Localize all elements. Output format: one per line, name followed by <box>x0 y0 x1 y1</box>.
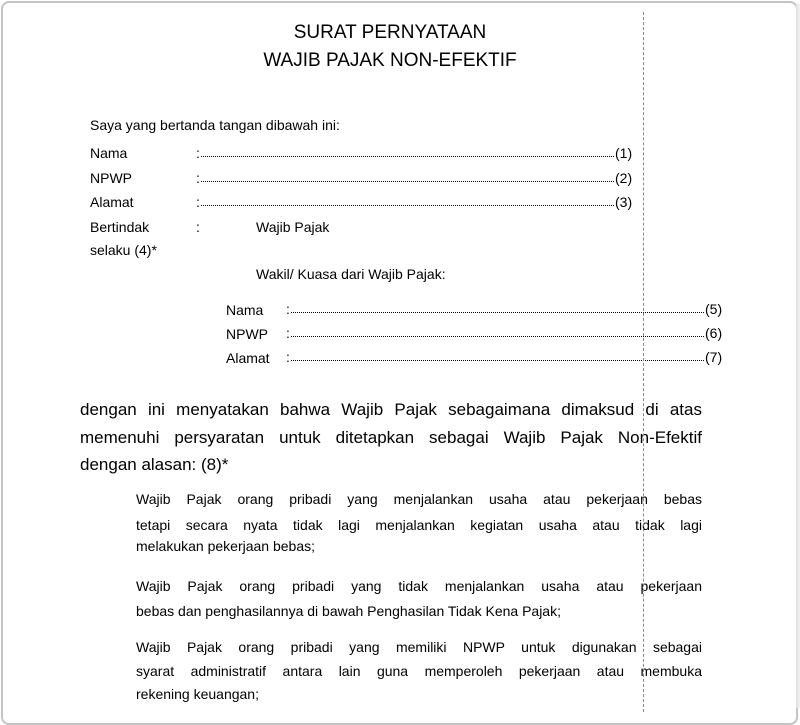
fill-line <box>201 179 614 182</box>
acting-option-representative: Wakil/ Kuasa dari Wajib Pajak: <box>256 266 446 282</box>
field-number: (5) <box>705 301 723 317</box>
reason-3 <box>136 635 702 705</box>
reason-line: melakukan pekerjaan bebas; <box>136 538 316 554</box>
document-title-line1: SURAT PERNYATAAN <box>293 22 487 43</box>
field-label: NPWP <box>226 326 268 342</box>
field-colon: : <box>286 301 290 317</box>
acting-label-line2: selaku (4)* <box>90 242 157 258</box>
field-label: Nama <box>226 302 264 318</box>
reason-line: Wajib Pajak orang pribadi yang tidak menjalankan usaha atau pekerjaan <box>136 578 702 594</box>
field-colon: : <box>196 194 200 210</box>
reason-2 <box>136 573 702 623</box>
page-edge-shadow <box>796 4 800 708</box>
statement-line2: memenuhi persyaratan untuk ditetapkan sebagai Wajib Pajak Non-Efektif <box>80 428 702 447</box>
field-label: Nama <box>90 145 128 161</box>
page-break-guide <box>643 12 644 712</box>
fill-line <box>201 203 614 206</box>
field-label: Alamat <box>90 194 134 210</box>
field-colon: : <box>196 145 200 161</box>
statement-line1: dengan ini menyatakan bahwa Wajib Pajak sebagaimana dimaksud di atas <box>80 400 702 419</box>
field-number: (2) <box>615 170 633 186</box>
intro-text: Saya yang bertanda tangan dibawah ini: <box>90 117 340 133</box>
field-number: (1) <box>615 145 633 161</box>
field-number: (3) <box>615 194 633 210</box>
field-colon: : <box>286 325 290 341</box>
reason-line: rekening keuangan; <box>136 686 259 702</box>
field-number: (7) <box>705 349 723 365</box>
field-label: Alamat <box>226 350 270 366</box>
field-colon: : <box>196 170 200 186</box>
acting-colon: : <box>196 219 200 235</box>
document-title-line2: WAJIB PAJAK NON-EFEKTIF <box>263 50 517 71</box>
acting-option-taxpayer: Wajib Pajak <box>256 219 330 235</box>
reason-line: tetapi secara nyata tidak lagi menjalankan kegiatan usaha atau tidak lagi <box>136 517 702 533</box>
field-number: (6) <box>705 325 723 341</box>
reason-line: bebas dan penghasilannya di bawah Penghasilan Tidak Kena Pajak; <box>136 603 561 619</box>
field-label: NPWP <box>90 170 132 186</box>
statement-line3: dengan alasan: (8)* <box>80 455 229 474</box>
fill-line <box>201 154 614 157</box>
reason-line: syarat administratif antara lain guna memperoleh pekerjaan atau membuka <box>136 663 702 679</box>
field-colon: : <box>286 349 290 365</box>
reason-line: Wajib Pajak orang pribadi yang memiliki NPWP untuk digunakan sebagai <box>136 639 702 655</box>
acting-label-line1: Bertindak <box>90 219 150 235</box>
reason-line: Wajib Pajak orang pribadi yang menjalankan usaha atau pekerjaan bebas <box>136 491 702 507</box>
reason-1 <box>136 486 702 558</box>
